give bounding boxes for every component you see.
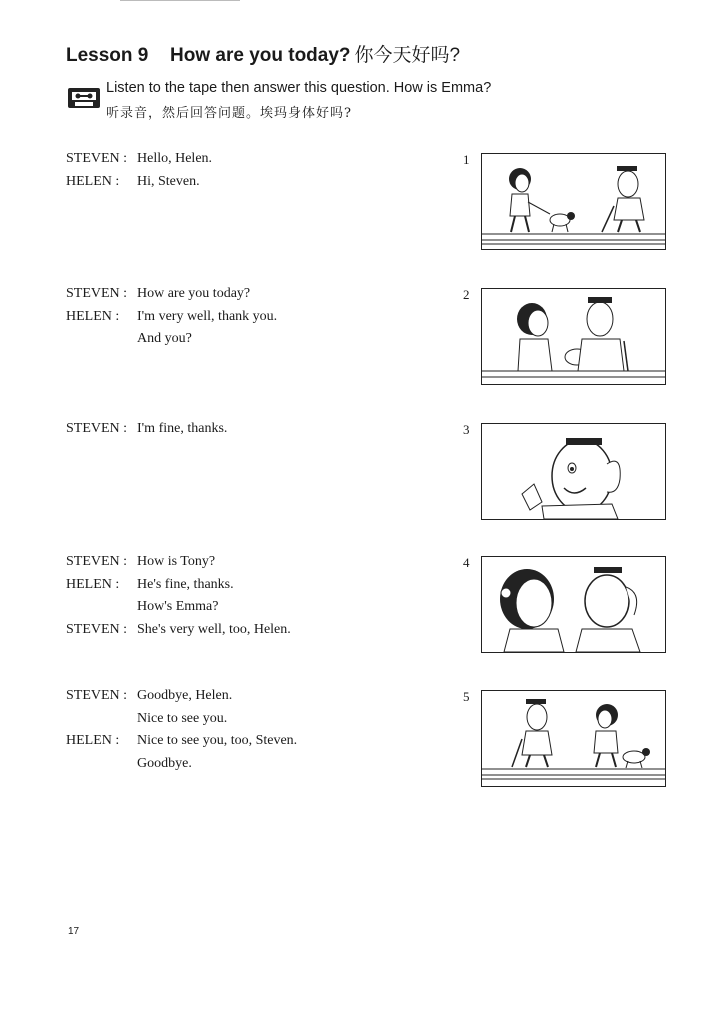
- line-text: She's very well, too, Helen.: [137, 621, 291, 637]
- speaker-name: STEVEN :: [66, 621, 128, 637]
- dialogue-line: [66, 596, 291, 619]
- dialogue-scene-2: [66, 283, 277, 351]
- dialogue-scene-4: [66, 551, 291, 641]
- speaker-name: STEVEN :: [66, 286, 128, 301]
- cartoon-drawing: [482, 557, 665, 652]
- cartoon-drawing: [482, 154, 665, 249]
- scene-number: 5: [463, 689, 470, 704]
- speaker-name: STEVEN :: [66, 554, 128, 569]
- instruction-english: Listen to the tape then answer this question. How is Emma?: [106, 80, 492, 96]
- scene-illustration-5: [481, 690, 666, 787]
- scene-number: 3: [463, 422, 470, 437]
- scene-number: 2: [463, 287, 470, 302]
- dialogue-line: [66, 730, 297, 753]
- line-text: I'm very well, thank you.: [137, 308, 278, 324]
- scene-illustration-1: [481, 153, 666, 250]
- cassette-tape-icon: [67, 87, 101, 109]
- line-text: How's Emma?: [137, 599, 219, 614]
- scene-number: 4: [463, 555, 470, 570]
- dialogue-line: [66, 418, 227, 441]
- speaker-name: STEVEN :: [66, 688, 128, 703]
- dialogue-line: [66, 306, 277, 329]
- dialogue-line: [66, 619, 291, 642]
- dialogue-line: [66, 551, 291, 574]
- dialogue-line: [66, 708, 297, 731]
- dialogue-line: [66, 148, 212, 171]
- speaker-name: STEVEN :: [66, 151, 128, 166]
- line-text: How is Tony?: [137, 554, 216, 569]
- line-text: Hello, Helen.: [137, 151, 213, 166]
- dialogue-line: [66, 328, 277, 351]
- dialogue-scene-1: [66, 148, 212, 193]
- lesson-title-en: How are you today?: [170, 45, 351, 66]
- line-text: Goodbye.: [137, 755, 192, 771]
- line-text: Nice to see you.: [137, 710, 228, 726]
- lesson-number: Lesson 9: [66, 45, 149, 66]
- line-text: And you?: [137, 331, 192, 346]
- line-text: He's fine, thanks.: [137, 576, 234, 592]
- scene-illustration-4: [481, 556, 666, 653]
- lesson-title-cn: 你今天好吗?: [354, 45, 461, 66]
- scene-number: 1: [463, 152, 470, 167]
- dialogue-line: [66, 574, 291, 597]
- speaker-name: HELEN :: [66, 733, 120, 748]
- page-number: 17: [68, 926, 80, 937]
- dialogue-scene-5: [66, 685, 297, 775]
- instruction-chinese: 听录音，然后回答问题。埃玛身体好吗?: [106, 106, 352, 121]
- line-text: Goodbye, Helen.: [137, 688, 233, 703]
- cartoon-drawing: [482, 691, 665, 786]
- top-rule: [120, 0, 240, 1]
- lesson-title: [66, 40, 460, 67]
- line-text: Nice to see you, too, Steven.: [137, 733, 298, 748]
- line-text: Hi, Steven.: [137, 173, 200, 189]
- dialogue-line: [66, 685, 297, 708]
- dialogue-line: [66, 753, 297, 776]
- speaker-name: STEVEN :: [66, 421, 128, 436]
- line-text: I'm fine, thanks.: [137, 421, 228, 436]
- dialogue-line: [66, 171, 212, 194]
- cartoon-drawing: [482, 289, 665, 384]
- scene-illustration-2: [481, 288, 666, 385]
- speaker-name: HELEN :: [66, 173, 120, 189]
- speaker-name: HELEN :: [66, 576, 120, 592]
- scene-illustration-3: [481, 423, 666, 520]
- line-text: How are you today?: [137, 286, 251, 301]
- dialogue-line: [66, 283, 277, 306]
- dialogue-scene-3: [66, 418, 227, 441]
- cartoon-drawing: [482, 424, 665, 519]
- speaker-name: HELEN :: [66, 308, 120, 324]
